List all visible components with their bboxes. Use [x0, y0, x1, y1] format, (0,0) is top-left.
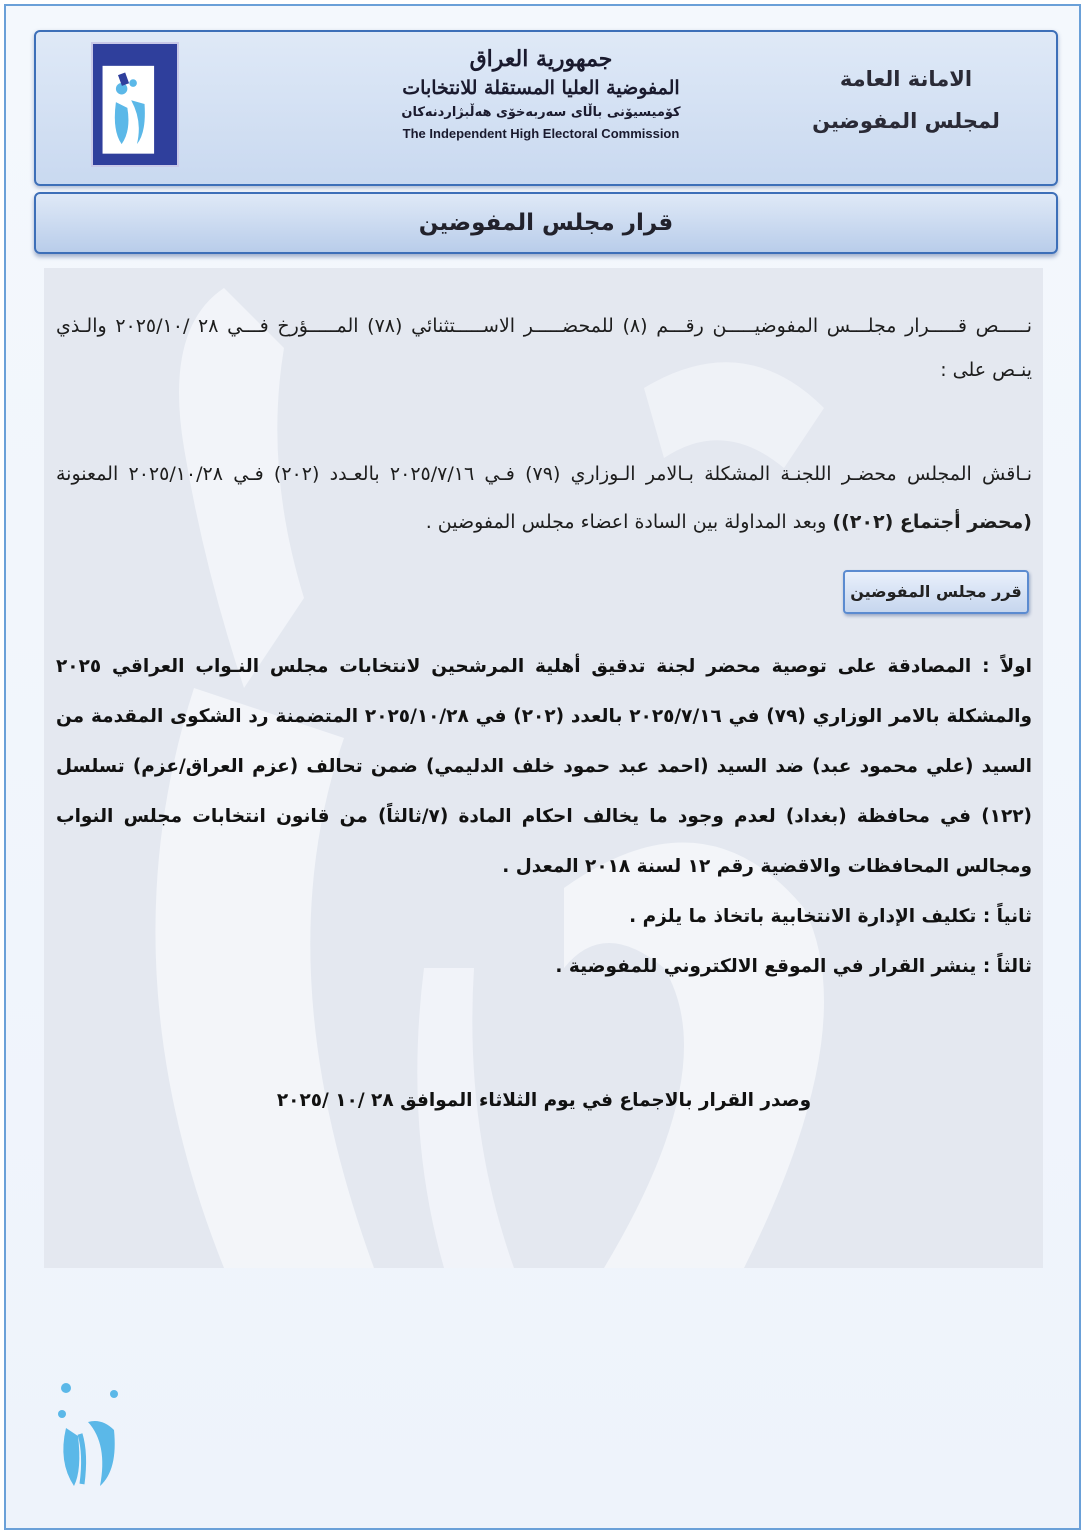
item-text: ينشر القرار في الموقع الالكتروني للمفوضية .	[555, 956, 977, 977]
decree-heading: قرر مجلس المفوضين	[843, 570, 1029, 614]
discussion-text: نـاقش المجلس محضـر اللجنـة المشكلة بـالامر الـوزاري (٧٩) فـي ٢٠٢٥/٧/١٦ بالعـدد (٢٠٢) فـي ٢٠٢٥/١٠/٢٨ المعنونة	[56, 463, 1033, 485]
item-text: المصادقة على توصية محضر لجنة تدقيق أهلية المرشحين لانتخابات مجلس النـواب العراقي ٢٠٢٥ والمشكلة بالامر الوزاري (٧٩) في ٢٠٢٥/٧/١٦ بالعدد (٢٠٢) في ٢٠٢٥/١٠/٢٨ المتضمنة رد الشكوى المقدمة من السيد (علي محمود عبد) ضد السيد (احمد عبد حمود خلف الدليمي) ضمن تحالف (عزم العراق/عزم) تسلسل (١٢٢) في محافظة (بغداد) لعدم وجود ما يخالف احكام المادة (٧/ثالثاً) من قانون انتخابات مجلس النواب ومجالس المحافظات والاقضية رقم ١٢ لسنة ٢٠١٨ المعدل .	[56, 656, 1033, 877]
org-country: جمهورية العراق	[469, 46, 613, 72]
intro-paragraph: نـــــص قـــــرار مجلـــس المفوضيـــــن رقـــم (٨) للمحضـــــر الاســـــتثنائي (٧٨) المـــــؤرخ فـــي ٢٨ /٢٠٢٥/١٠ والـذي ينـص على :	[56, 315, 1032, 381]
footer-logo-icon	[52, 1374, 134, 1492]
org-name-arabic: المفوضية العليا المستقلة للانتخابات	[402, 77, 680, 99]
secretariat-line1: الامانة العامة	[839, 67, 973, 91]
document-body	[44, 268, 1043, 1268]
item-text: تكليف الإدارة الانتخابية باتخاذ ما يلزم .	[629, 906, 977, 927]
item-label: ثالثاً :	[976, 956, 1032, 977]
discussion-end: وبعد المداولة بين السادة اعضاء مجلس المفوضين .	[425, 511, 827, 533]
org-name-english: The Independent High Electoral Commission	[402, 126, 680, 141]
decree-items	[56, 642, 1032, 992]
issuance-statement: وصدر القرار بالاجماع في يوم الثلاثاء الموافق ٢٨ /١٠ /٢٠٢٥	[276, 1090, 812, 1111]
organization-name-block	[396, 44, 686, 179]
secretariat-line2: لمجلس المفوضين	[812, 109, 1000, 133]
secretariat-block	[796, 58, 1016, 142]
org-name-kurdish: كۆمیسیۆنی باڵای سەربەخۆی هەڵبژاردنەکان	[401, 105, 681, 120]
item-label: ثانياً :	[976, 906, 1032, 927]
letterhead	[34, 30, 1058, 186]
item-label: اولاً :	[971, 656, 1032, 677]
document-title: قرار مجلس المفوضين	[34, 192, 1058, 254]
decree-item-third	[56, 942, 1032, 992]
meeting-minutes-ref: (محضر أجتماع (٢٠٢))	[832, 511, 1032, 533]
discussion-paragraph	[56, 450, 1032, 546]
decree-item-second	[56, 892, 1032, 942]
decree-item-first	[56, 642, 1032, 892]
ihec-logo-icon	[91, 42, 179, 167]
